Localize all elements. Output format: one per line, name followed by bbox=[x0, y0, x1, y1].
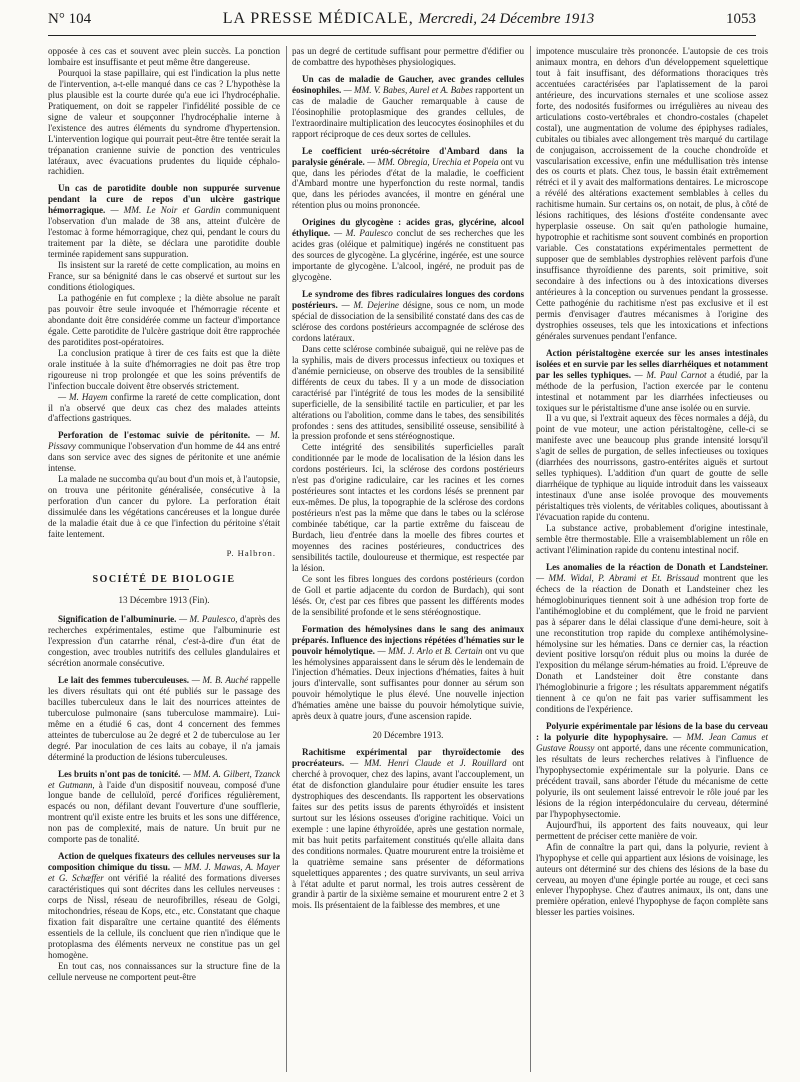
article-text: rapportent un cas de maladie de Gaucher remarquable à cause de l'éosinophilie protoplasmique des grandes cellules, de l'extraordinaire multiplication des leucocytes éosinophiles et du rapport réciproque de ces deux sortes de cellules. bbox=[292, 84, 524, 139]
article-text: rappelle les divers résultats qui ont été publiés sur le passage des bacilles tuberculeux dans le lait des nourrices atteintes de tuberculose pulmonaire (sans tuberculose mammaire). Lui-même en a étudié 6 cas, dont 4 concernent des femmes atteintes de tuberculose au 2e degré et 2 de tuberculose au 1er degré. Par inoculation de ces laits au cobaye, il n'a jamais déterminé la production de lésions tuberculeuses. bbox=[48, 674, 280, 762]
article-text: ont vu que, dans les périodes d'état de la maladie, le coefficient d'Ambard montre une hyperfonction du reste normal, tandis que, dans les périodes avancées, il montre en général une rétention plus ou moins prononcée. bbox=[292, 156, 524, 211]
article-authors: — MM. A. Gilbert, Tzanck et Gutmann, bbox=[48, 768, 280, 790]
article-perforation bbox=[48, 430, 280, 474]
article-authors: — M. Dejerine bbox=[341, 300, 399, 311]
article-title: Polyurie expérimentale par lésions de la base du cerveau : la polyurie dite hypophysaire. bbox=[536, 721, 768, 743]
article-title: Action péristaltogène exercée sur les anses intestinales isolées et en survie par les selles diarrhéiques et notamment par les selles typhiques. bbox=[536, 347, 768, 380]
journal-title: LA PRESSE MÉDICALE, bbox=[222, 10, 414, 27]
article-text: a étudié, par la méthode de la perfusion, l'action exercée par le contenu intestinal et notamment par les diarrhées infectieuses ou toxiques sur le péristaltisme d'une anse isolée ou en survie. bbox=[536, 369, 768, 413]
article-authors: — MM. Le Noir et Gardin bbox=[110, 205, 221, 216]
paragraph: Afin de connaître la part qui, dans la polyurie, revient à l'hypophyse et celle qui appartient aux lésions de voisinage, les auteurs ont déterminé sur des chiens des lésions de la base du cerveau, au moyen d'une épingle portée au rouge, et ceci sans enlever l'hypophyse. Chez d'autres animaux, ils ont, dans une première opération, enlevé l'hypophyse de façon complète sans blesser les parties voisines. bbox=[536, 841, 768, 918]
article-text: ont apporté, dans une récente communication, les résultats de leurs recherches relatives à l'influence de l'hypophysectomie expérimentale sur la polyurie. Dans ce précédent travail, sans aborder l'étude du mécanisme de cette polyurie, ils ont seulement laissé entrevoir le rôle joué par les lésions de la région interpédonculaire du cerveau, déterminé par l'hypophysectomie. bbox=[536, 743, 768, 819]
article-authors: — M. Pissavy bbox=[48, 430, 280, 452]
issue-number: N° 104 bbox=[48, 11, 92, 27]
masthead bbox=[223, 10, 595, 28]
article-syndrome bbox=[292, 289, 524, 344]
article-hemolysines bbox=[292, 624, 524, 723]
column-divider-right bbox=[530, 46, 531, 1072]
article-text: conclut de ses recherches que les acides gras (oléique et palmitique) ingérés ne constituent pas des sources de glycogène. La glycérine, ingérée, est une source importante de glycogène. L'alcool, ingéré, ne produit pas de glycogène. bbox=[292, 228, 524, 283]
session-date: 13 Décembre 1913 (Fin). bbox=[118, 595, 210, 606]
header-rule bbox=[48, 35, 756, 36]
paragraph: Aujourd'hui, ils apportent des faits nouveaux, qui leur permettent de préciser cette manière de voir. bbox=[536, 819, 768, 841]
paragraph: La pathogénie en fut complexe ; la diète absolue ne paraît pas pouvoir être seule invoquée et l'hémorragie récente et abondante doit être considérée comme un facteur d'importance égale. Cette parotidite de l'ulcère gastrique doit être rapprochée des parotidites post-opératoires. bbox=[48, 292, 280, 347]
paragraph: Ils insistent sur la rareté de cette complication, au moins en France, sur sa bénignité dans le cas observé et surtout sur les conditions étiologiques. bbox=[48, 260, 280, 293]
article-title: Origines du glycogène : acides gras, glycérine, alcool éthylique. bbox=[292, 217, 524, 239]
article-title: Un cas de parotidite double non suppurée survenue pendant la cure de repos d'un ulcère gastrique hémorragique. bbox=[48, 183, 280, 216]
article-authors: — M. Paulesco bbox=[333, 228, 393, 239]
column-2 bbox=[292, 46, 524, 1076]
article-text: communique l'observation d'un homme de 44 ans entré dans son service avec des signes de péritonite et une anémie intense. bbox=[48, 441, 280, 474]
article-title: Un cas de maladie de Gaucher, avec grandes cellules éosinophiles. bbox=[292, 73, 524, 95]
article-title: Le coefficient uréo-sécrétoire d'Ambard dans la paralysie générale. bbox=[292, 145, 524, 167]
column-1 bbox=[48, 46, 280, 1076]
article-authors: — MM. V. Babes, Aurel et A. Babes bbox=[343, 84, 473, 95]
article-parotidite bbox=[48, 183, 280, 260]
paragraph: opposée à ces cas et souvent avec plein succès. La ponction lombaire est insuffisante et peut même être dangereuse. bbox=[48, 46, 280, 67]
paragraph: impotence musculaire très prononcée. L'autopsie de ces trois animaux montra, en dehors d'un développement squelettique tout à fait insuffisant, des déformations thoraciques très accentuées caractérisées par l'aplatissement de la paroi antérieure, des incurvations sternales et une scoliose assez forte, des nodosités fusiformes ou irrégulières au niveau des articulations costo-vertébrales et chondro-costales (chapelet costal), une augmentation de volume des épiphyses radiales, cubitales ou tibiales avec allongement très marqué du cartilage de conjugaison, accroissement de la couche chondroïde et vascularisation excessive, enfin une médullisation très intense des os courts et plats. Chez tous, le bassin était extrêmement rétréci et il y avait des malformations dentaires. Le microscope a révélé des altérations exactement semblables à celles du rachitisme humain. Sur certains os, on notait, de plus, à côté de lésions rachitiques, des lésions d'ostéite condensante avec hyperplasie osseuse. On sait qu'en pathologie humaine, hypotrophie et rachitisme sont souvent combinés en proportion variable. Ces constatations expérimentales permettent de supposer que de semblables dystrophies relèvent parfois d'une insuffisance thyroïdienne des parents, soit primitive, soit secondaire à des infections ou à des intoxications diverses antérieures à la conception ou survenues pendant la grossesse. Cette pathogénie du rachitisme n'est pas exclusive et il est permis d'envisager d'autres mécanismes à l'origine des dystrophies osseuses, tels que les intoxications et infections générales survenues pendant l'enfance. bbox=[536, 46, 768, 341]
article-authors: — M. B. Auché bbox=[191, 674, 249, 685]
paragraph: Pourquoi la stase papillaire, qui est l'indication la plus nette de l'intervention, a-t-elle manqué dans ce cas ? L'hypothèse la plus plausible est la courte durée qu'a eue ici l'hydrocéphalie. Pratiquement, on doit se rappeler l'infidélité possible de ce signe de valeur et soupçonner l'hydrocéphalie interne à l'existence des autres éléments du syndrome d'hypertension. L'intervention logique qui pourrait peut-être être tentée serait la trépanation cranienne suivie de ponction des ventricules latéraux, avec évacuations prudentes du liquide céphalo-rachidien. bbox=[48, 67, 280, 177]
paragraph: La malade ne succomba qu'au bout d'un mois et, à l'autopsie, on trouva une péritonite généralisée, consécutive à la perforation d'un cancer du pylore. La perforation était dissimulée dans les végétations cancéreuses et la longue durée de la maladie était due à ce que l'infection du péritoine s'était faite lentement. bbox=[48, 474, 280, 539]
article-text: confirme la rareté de cette complication, dont il n'a observé que deux cas chez des malades atteints d'affections gastriques. bbox=[48, 391, 280, 424]
article-text: communiquent l'observation d'un malade de 38 ans, atteint d'ulcère de l'estomac à forme hémorragique, chez qui, pendant le cours du traitement par la diète, se déclara une parotidite double terminée rapidement sans suppuration. bbox=[48, 205, 280, 260]
article-title: Perforation de l'estomac suivie de péritonite. bbox=[58, 430, 250, 441]
paragraph: La substance active, probablement d'origine intestinale, semble être thermostable. Elle a vraisemblablement un rôle en activant l'élimination rapide du contenu intestinal nocif. bbox=[536, 522, 768, 555]
article-text: à l'aide d'un dispositif nouveau, composé d'une longue bande de celluloïd, percé d'orifices régulièrement, espacés ou non, défilant devant l'ouverture d'une soufflerie, montrent qu'il existe entre les bruits et les sons une différence, non pas de complexité, mais de nature. Un bruit pur ne comporte pas de tonalité. bbox=[48, 779, 280, 845]
article-title: Le lait des femmes tuberculeuses. bbox=[58, 674, 190, 685]
paragraph: En tout cas, nos connaissances sur la structure fine de la cellule nerveuse ne comportent peut-être bbox=[48, 960, 280, 982]
column-divider-left bbox=[286, 46, 287, 1072]
paragraph: Cette intégrité des sensibilités superficielles paraît conditionnée par le mode de localisation de la lésion dans les cordons postérieurs. Ici, la sclérose des cordons postérieurs n'est pas d'origine radiculaire, car les racines et les cornes postérieures sont intactes et les cordons lésés se prennent par eux-mêmes. De plus, la topographie de la sclérose des cordons postérieurs n'est pas la même que dans le tabes ou la sclérose combinée tabétique, car la partie extrême du faisceau de Burdach, lieu d'entrée dans la moelle des fibres courtes et moyennes des racines postérieures, conductrices des sensibilités tactile, douloureuse et thermique, est respectée par la lésion. bbox=[292, 442, 524, 573]
article-text: ont vu que les hémolysines apparaissent dans le sérum dès le lendemain de l'injection d'hématies. Deux injections d'hématies, faites à huit jours d'intervalle, sont suffisantes pour donner au sérum son pouvoir hémolytique le plus élevé. Une nouvelle injection d'hématies amène une baisse du pouvoir hémolytique suivie, après deux à quatre jours, d'une ascension rapide. bbox=[292, 645, 524, 722]
article-lait bbox=[48, 675, 280, 763]
paragraph: pas un degré de certitude suffisant pour permettre d'édifier ou de combattre des hypothèses physiologiques. bbox=[292, 46, 524, 67]
article-title: Le syndrome des fibres radiculaires longues des cordons postérieurs. bbox=[292, 289, 524, 311]
issue-date: Mercredi, 24 Décembre 1913 bbox=[418, 11, 595, 27]
session-date: 20 Décembre 1913. bbox=[372, 730, 444, 741]
paragraph: Ce sont les fibres longues des cordons postérieurs (cordon de Goll et partie adjacente du cordon de Burdach), qui sont lésés. Or, c'est par ces fibres que passent les différents modes de la sensibilité profonde et le sens stéréognostique. bbox=[292, 573, 524, 617]
paragraph: Dans cette sclérose combinée subaiguë, qui ne relève pas de la syphilis, mais de divers processus infectieux ou toxiques et d'anémie pernicieuse, on observe des troubles de la sensibilité différents de ceux du tabes. Il y a un mode de dissociation caractérisé par l'intégrité de tous les modes de la sensibilité superficielle, de la sensibilité tactile en particulier, et par les altérations ou l'abolition, comme dans le tabes, des sensibilités profondes : sens des attitudes, sensibilité osseuse, sensibilité à la pression profonde et sens stéréognostique. bbox=[292, 343, 524, 442]
article-authors: — M. Hayem bbox=[58, 391, 108, 402]
article-title: Les bruits n'ont pas de tonicité. bbox=[58, 768, 181, 779]
article-text: ont cherché à provoquer, chez des lapins, avant l'accouplement, un état de disfonction glandulaire pour étudier ensuite les tares dystrophiques des descendants. Ils rapportent les observations faites sur des petits issus de parents éthyroïdés et insistent surtout sur les lésions osseuses d'origine rachitique. Voici un exemple : une lapine éthyroïdée, après une gestation normale, mit bas huit petits parfaitement constitués qu'elle allaita dans des conditions normales. Quatre moururent entre la troisième et la quatrième semaine sans présenter de déformations squelettiques apparentes ; des quatre survivants, un seul arriva à l'état adulte et parut normal, les trois autres cessèrent de grandir à partir de la sixième semaine et moururent entre 2 et 3 mois. Ils présentaient de la faiblesse des membres, et une bbox=[292, 758, 524, 911]
page-header bbox=[48, 10, 756, 32]
article-text: ont vérifié la réalité des formations diverses caractéristiques qui sont décrites dans les cellules nerveuses : corps de Nissl, réseau de neurofibrilles, réseau de Golgi, mitochondries, réseau de Kops, etc., etc. Constatant que chaque fixation fait disparaître une certaine quantité des éléments essentiels de la cellule, ils concluent que rien n'indique que le protoplasma des éléments nerveux ne constitue pas un gel homogène. bbox=[48, 873, 280, 960]
article-rachitisme bbox=[292, 747, 524, 911]
column-3 bbox=[536, 46, 768, 1076]
article-text: montrent que les échecs de la réaction de Donath et Landsteiner chez les hémoglobinuriques tiennent soit à une adhésion trop forte de l'antihémoglobine et du complément, que le froid ne parvient pas à séparer dans le délai classique d'une demi-heure, soit à une reconstitution trop rapide du complexe antihémolysine-hémolysine sur les hématies. Dans ce dernier cas, la réaction devient positive lorsqu'on réduit plus ou moins la durée de l'exposition du mélange sérum-hématies au froid. L'épreuve de Donath et Landsteiner doit être constante dans l'hémoglobinurie a frigore ; les résultats apparemment négatifs tiennent à ce qu'on ne fait pas varier suffisamment les conditions de l'expérience. bbox=[536, 572, 768, 715]
section-heading: SOCIÉTÉ DE BIOLOGIE bbox=[92, 574, 236, 586]
article-authors: — MM. Widal, P. Abrami et Et. Brissaud bbox=[536, 572, 699, 583]
paragraph: Il a vu que, si l'extrait aqueux des fèces normales a déjà, du point de vue moteur, une action péristaltogène, celle-ci se manifeste avec une beaucoup plus grande intensité lorsqu'il s'agit de selles de purgation, de selles infectieuses ou toxiques (diarrhées des nourrissons, gastro-entérites aiguës et surtout selles typhiques). L'addition d'un quart de goutte de selle diarrhéique de typhique au liquide introduit dans les vaisseaux intestinaux d'une anse isolée provoque des mouvements péristaltiques très violents, de véritables coliques, aboutissant à l'évacuation rapide du contenu. bbox=[536, 413, 768, 523]
article-fixateurs bbox=[48, 851, 280, 961]
article-ambard bbox=[292, 146, 524, 212]
article-peristaltogene bbox=[536, 348, 768, 414]
article-donath bbox=[536, 562, 768, 715]
article-authors: — MM. Henri Claude et J. Rouillard bbox=[350, 758, 507, 769]
article-title: Formation des hémolysines dans le sang des animaux préparés. Influence des injections répétées d'hématies sur le pouvoir hémolytique. bbox=[292, 623, 524, 656]
article-authors: — MM. Jean Camus et Gustave Roussy bbox=[536, 732, 768, 754]
article-text: désigne, sous ce nom, un mode spécial de dissociation de la sensibilité constaté dans des cas de sclérose des cordons postérieurs accompagnée de sclérose des cordons latéraux. bbox=[292, 300, 524, 343]
section-divider bbox=[139, 589, 189, 590]
discussion-paragraph bbox=[48, 392, 280, 425]
article-authors: — MM. Obregia, Urechia et Popeia bbox=[367, 156, 499, 167]
article-authors: — M. Paulesco, bbox=[178, 614, 238, 625]
article-title: Les anomalies de la réaction de Donath et Landsteiner. bbox=[546, 561, 768, 572]
article-authors: — MM. J. Arlo et B. Certain bbox=[377, 645, 483, 656]
article-albuminurie bbox=[48, 614, 280, 669]
paragraph: La conclusion pratique à tirer de ces faits est que la diète orale instituée à la suite d'hémorragies ne doit pas être trop rigoureuse ni trop prolongée et que les soins préventifs de l'infection buccale doivent être observés strictement. bbox=[48, 347, 280, 391]
article-bruits bbox=[48, 769, 280, 846]
article-gaucher bbox=[292, 74, 524, 140]
article-authors: — MM. J. Mawas, A. Mayer et G. Schæffer bbox=[48, 862, 280, 884]
author-signature: P. Halbron. bbox=[226, 547, 276, 558]
page-number: 1053 bbox=[725, 11, 756, 27]
article-text: d'après des recherches expérimentales, estime que l'albuminurie est l'expression d'un catarrhe rénal, c'est-à-dire d'un état de congestion, avec troubles nutritifs des cellules glandulaires et sécrétion anormale consécutive. bbox=[48, 614, 280, 668]
article-authors: — M. Paul Carnot bbox=[634, 369, 707, 380]
article-title: Signification de l'albuminurie. bbox=[58, 614, 177, 625]
article-glycogene bbox=[292, 217, 524, 283]
article-title: Rachitisme expérimental par thyroïdectomie des procréateurs. bbox=[292, 747, 524, 769]
article-title: Action de quelques fixateurs des cellules nerveuses sur la composition chimique du tissu. bbox=[48, 851, 280, 873]
article-polyurie bbox=[536, 721, 768, 820]
